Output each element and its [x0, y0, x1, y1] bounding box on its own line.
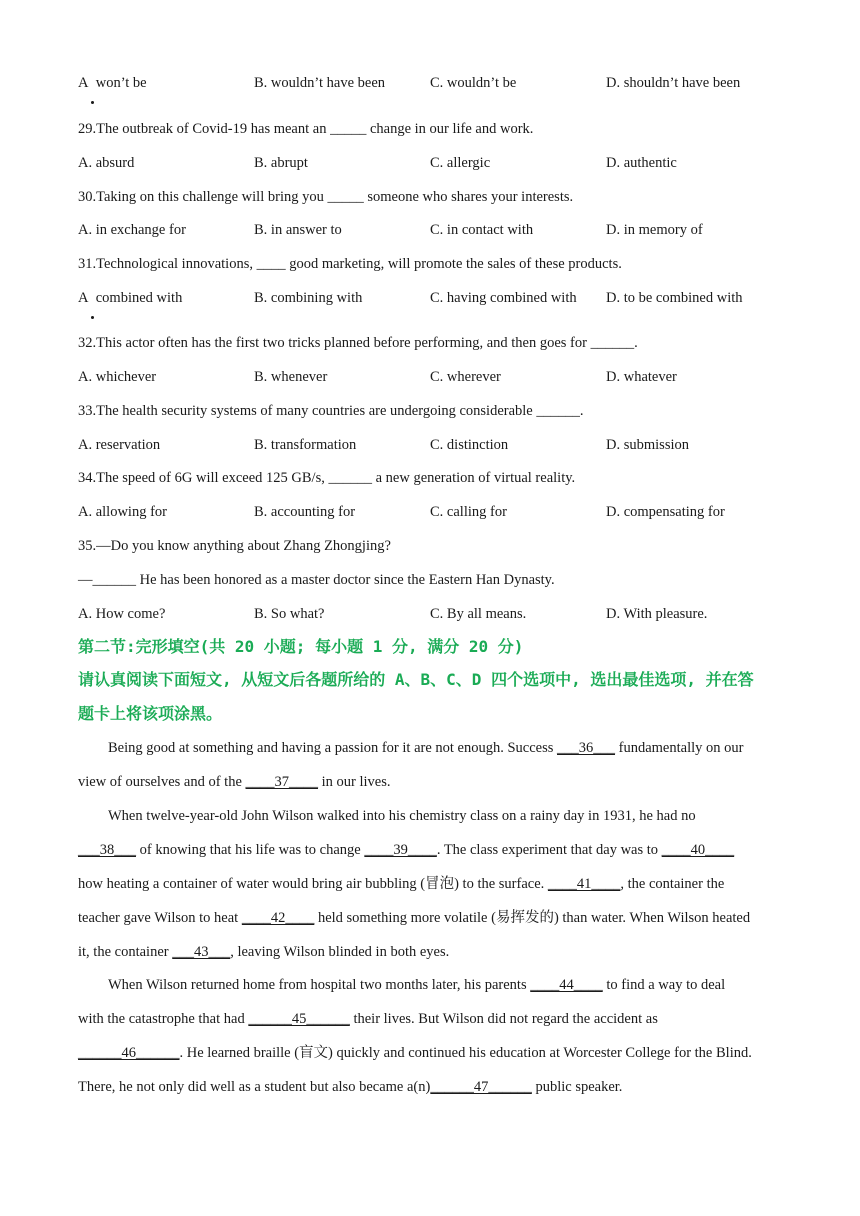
q28-option-b: B. wouldn’t have been: [254, 75, 386, 91]
blank-44[interactable]: ____44____: [530, 977, 603, 993]
q34-options: [78, 502, 798, 526]
passage-paragraph-3: When Wilson returned home from hospital two months later, his parents ____44____ to find a way to deal with the catastrophe that had ______45______ their lives. But Wilson did not regard the accident as ______46______. He learned braille (盲文) quickly and continued his education at Worcester College for the Blind. There, he not only did well as a student but also became a(n)______47______ public speaker.: [78, 977, 752, 1095]
q35-option-a: A. How come?: [78, 606, 166, 622]
q33-option-b: B. transformation: [254, 437, 357, 453]
q28-option-d: D. shouldn’t have been: [606, 75, 741, 91]
q34-option-a: A. allowing for: [78, 504, 167, 520]
q29-option-c: C. allergic: [430, 155, 491, 171]
q33-option-c: C. distinction: [430, 437, 509, 453]
q29-option-a: A. absurd: [78, 155, 135, 171]
q34-stem: 34.The speed of 6G will exceed 125 GB/s, ______ a new generation of virtual reality.: [78, 470, 576, 486]
q32-option-a: A. whichever: [78, 369, 157, 385]
q30-option-d: D. in memory of: [606, 222, 703, 238]
blank-38[interactable]: ___38___: [78, 842, 136, 858]
q32-stem: 32.This actor often has the first two tricks planned before performing, and then goes for ______.: [78, 335, 638, 351]
q32-option-d: D. whatever: [606, 369, 677, 385]
q33-stem: 33.The health security systems of many countries are undergoing considerable ______.: [78, 403, 584, 419]
q35-option-b: B. So what?: [254, 606, 325, 622]
q31-option-c: C. having combined with: [430, 290, 577, 306]
q28-options: [78, 73, 798, 97]
q30-stem: 30.Taking on this challenge will bring you _____ someone who shares your interests.: [78, 189, 574, 205]
q32-option-c: C. wherever: [430, 369, 501, 385]
q31-options: [78, 288, 798, 312]
q32-options: [78, 367, 798, 391]
blank-46[interactable]: ______46______: [78, 1045, 180, 1061]
q30-option-c: C. in contact with: [430, 222, 534, 238]
blank-40[interactable]: ____40____: [661, 842, 735, 858]
q34-option-d: D. compensating for: [606, 504, 725, 520]
blank-42[interactable]: ____42____: [241, 910, 315, 926]
q30-option-b: B. in answer to: [254, 222, 342, 238]
blank-37[interactable]: ____37____: [245, 774, 319, 790]
section-instruction-line-2: 题卡上将该项涂黑。: [78, 704, 223, 723]
blank-47[interactable]: ______47______: [430, 1079, 532, 1095]
q35-reply: —______ He has been honored as a master doctor since the Eastern Han Dynasty.: [78, 572, 555, 588]
q35-options: [78, 604, 798, 628]
q28-option-a: A won’t be: [78, 75, 147, 91]
q29-option-d: D. authentic: [606, 155, 677, 171]
q30-options: [78, 220, 798, 244]
blank-43[interactable]: ___43___: [172, 944, 231, 960]
q28-option-c: C. wouldn’t be: [430, 75, 517, 91]
q33-option-a: A. reservation: [78, 437, 161, 453]
q29-options: [78, 153, 798, 177]
q35-option-d: D. With pleasure.: [606, 606, 708, 622]
q33-option-d: D. submission: [606, 437, 689, 453]
q31-stem: 31.Technological innovations, ____ good marketing, will promote the sales of these products.: [78, 256, 622, 272]
passage-paragraph-1: Being good at something and having a passion for it are not enough. Success ___36___ fundamentally on our view of ourselves and of the ____37____ in our lives.: [78, 740, 744, 790]
q31-option-d: D. to be combined with: [606, 290, 743, 306]
q31-option-b: B. combining with: [254, 290, 363, 306]
section-instruction-line-1: 请认真阅读下面短文, 从短文后各题所给的 A、B、C、D 四个选项中, 选出最佳选项, 并在答: [78, 670, 754, 689]
q32-option-b: B. whenever: [254, 369, 328, 385]
q31-option-a: A combined with: [78, 290, 183, 306]
blank-41[interactable]: ____41____: [547, 876, 621, 892]
q35-option-c: C. By all means.: [430, 606, 527, 622]
q30-option-a: A. in exchange for: [78, 222, 186, 238]
q29-stem: 29.The outbreak of Covid-19 has meant an _____ change in our life and work.: [78, 121, 534, 137]
blank-36[interactable]: ___36___: [557, 740, 616, 756]
q33-options: [78, 435, 798, 459]
passage-paragraph-2: When twelve-year-old John Wilson walked into his chemistry class on a rainy day in 1931, he had no ___38___ of knowing that his life was to change ____39____. The class experiment that day was to ____40____ how heating a container of water would bring air bubbling (冒泡) to the surface. ____41____, the container the teacher gave Wilson to heat ____42____ held something more volatile (易挥发的) than water. When Wilson heated it, the container ___43___, leaving Wilson blinded in both eyes.: [78, 808, 751, 960]
q34-option-c: C. calling for: [430, 504, 507, 520]
q34-option-b: B. accounting for: [254, 504, 356, 520]
blank-39[interactable]: ____39____: [364, 842, 437, 858]
q29-option-b: B. abrupt: [254, 155, 308, 171]
section-title: 第二节:完形填空(共 20 小题; 每小题 1 分, 满分 20 分): [78, 637, 524, 656]
q35-stem: 35.—Do you know anything about Zhang Zhongjing?: [78, 538, 391, 554]
blank-45[interactable]: ______45______: [248, 1011, 350, 1027]
